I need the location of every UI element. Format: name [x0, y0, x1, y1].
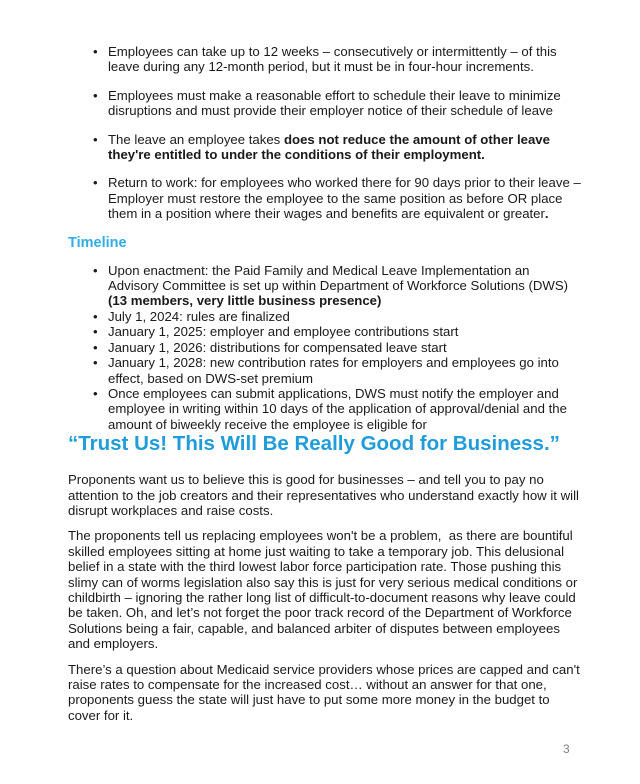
timeline-heading: Timeline	[68, 234, 127, 251]
list-item	[68, 263, 582, 309]
list-item	[68, 386, 582, 432]
bullet-text: The leave an employee takes	[108, 131, 284, 147]
paragraph-proponents: Proponents want us to believe this is good for businesses – and tell you to pay no attention to the job creators and their representatives who understand exactly how it will disrupt workplaces and raise costs.	[68, 472, 583, 518]
business-headline: “Trust Us! This Will Be Really Good for Business.”	[68, 432, 560, 456]
list-item	[68, 309, 582, 324]
list-item	[68, 340, 582, 355]
bullet-text: Once employees can submit applications, DWS must notify the employer and employee in writing within 10 days of the application of approval/denial and the amount of biweekly receive the employee is eligible for	[108, 385, 567, 432]
bullet-text: January 1, 2028: new contribution rates for employers and employees go into effect, based on DWS-set premium	[108, 355, 559, 386]
page-number: 3	[563, 742, 570, 756]
list-item	[68, 132, 582, 163]
bullet-text: Employees must make a reasonable effort to schedule their leave to minimize disruptions and must provide their employer notice of their schedule of leave	[108, 87, 561, 119]
timeline-bullet-list	[68, 263, 582, 432]
bullet-bold-text: does not reduce the amount of other leave they're entitled to under the conditions of their employment.	[108, 131, 550, 163]
list-item	[68, 44, 582, 75]
bullet-text: January 1, 2025: employer and employee contributions start	[108, 324, 459, 340]
bullet-bold-text: (13 members, very little business presence)	[108, 293, 382, 309]
bullet-text: July 1, 2024: rules are finalized	[108, 308, 290, 324]
list-item	[68, 88, 582, 119]
bullet-bold-text: .	[544, 206, 549, 222]
list-item	[68, 355, 582, 386]
bullet-text: Return to work: for employees who worked there for 90 days prior to their leave – Employer must restore the employee to the same position as before OR place them in a position where their wages and benefits are equivalent or greater	[108, 175, 581, 222]
bullet-text: January 1, 2026: distributions for compensated leave start	[108, 339, 447, 355]
paragraph-replacing-employees: The proponents tell us replacing employees won't be a problem, as there are bountiful skilled employees sitting at home just waiting to take a temporary job. This delusional belief in a state with the third lowest labor force participation rate. Those pushing this slimy can of worms legislation also say this is just for very serious medical conditions or childbirth – ignoring the rather long list of difficult-to-document reasons why leave could be taken. Oh, and let’s not forget the poor track record of the Department of Workforce Solutions being a fair, capable, and balanced arbiter of disputes between employees and employers.	[68, 528, 582, 652]
bullet-text: Employees can take up to 12 weeks – consecutively or intermittently – of this leave during any 12-month period, but it must be in four-hour increments.	[108, 44, 557, 75]
paragraph-medicaid: There’s a question about Medicaid service providers whose prices are capped and can't raise rates to compensate for the increased cost… without an answer for that one, proponents guess the state will just have to put some more money in the budget to cover for it.	[68, 661, 584, 723]
list-item	[68, 175, 582, 221]
bullet-text: Upon enactment: the Paid Family and Medical Leave Implementation an Advisory Committee is set up within Department of Workforce Solutions (DWS)	[108, 262, 569, 294]
list-item	[68, 324, 582, 339]
leave-rules-bullet-list	[68, 44, 582, 222]
